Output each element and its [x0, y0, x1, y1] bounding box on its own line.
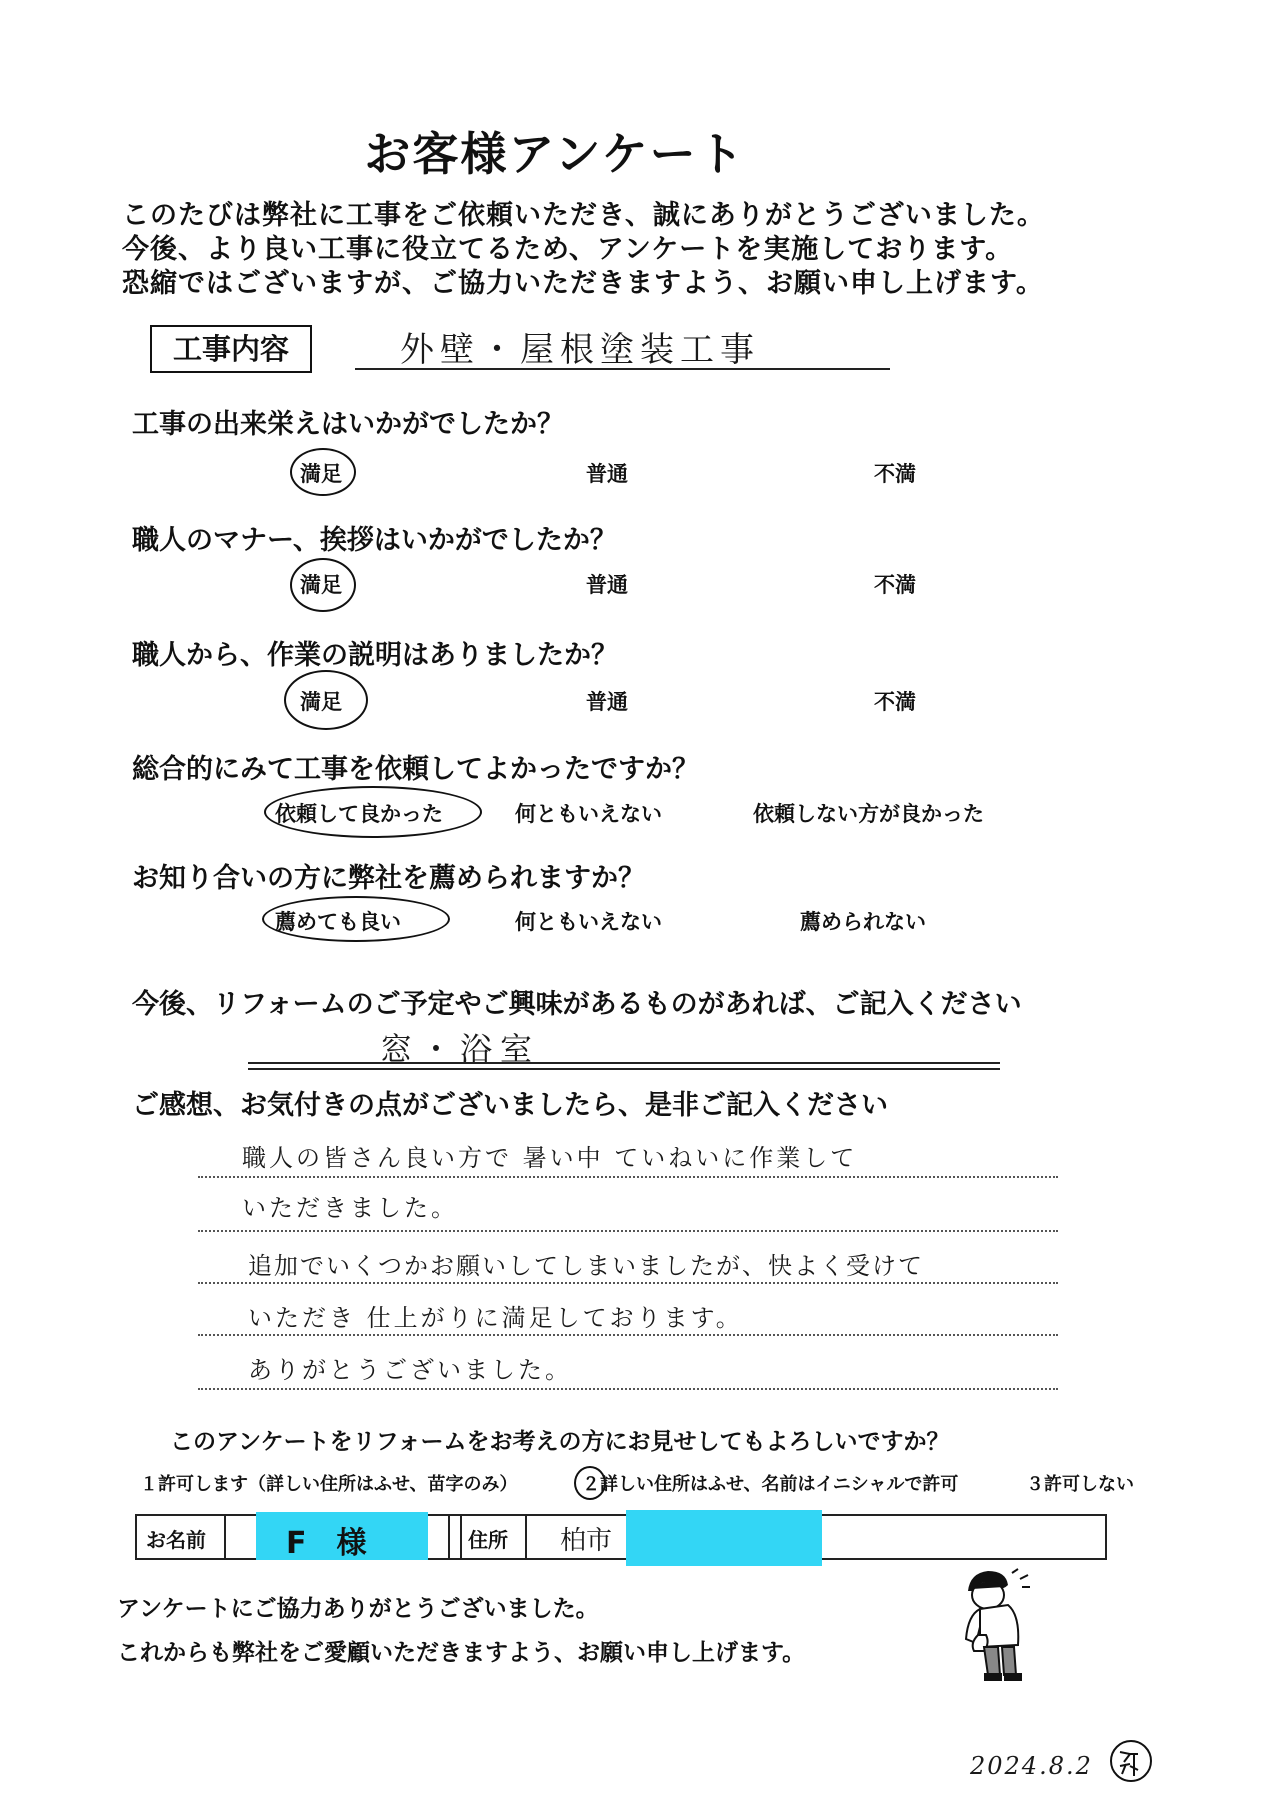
q1-option-2[interactable]: 普通: [586, 462, 628, 486]
thanks-line-2: これからも弊社をご愛顧いただきますよう、お願い申し上げます。: [117, 1640, 806, 1666]
comment-rule-2: [198, 1230, 1058, 1232]
comment-line-3: 追加でいくつかお願いしてしまいましたが、快よく受けて: [248, 1252, 924, 1280]
q3-option-1[interactable]: 満足: [300, 690, 342, 714]
comment-rule-1: [198, 1176, 1058, 1178]
comment-rule-4: [198, 1334, 1058, 1336]
comment-line-2: いただきました。: [242, 1194, 458, 1222]
comment-rule-5: [198, 1388, 1058, 1390]
question-1: 工事の出来栄えはいかがでしたか？: [132, 409, 564, 440]
q4-option-2[interactable]: 何ともいえない: [515, 802, 662, 826]
page-title: お客様アンケート: [364, 127, 746, 181]
work-underline: [355, 368, 890, 370]
q2-option-1[interactable]: 満足: [300, 573, 342, 597]
address-label: 住所: [468, 1528, 508, 1552]
name-value-divider: [448, 1514, 450, 1558]
q5-option-2[interactable]: 何ともいえない: [515, 910, 662, 934]
intro-line-1: このたびは弊社に工事をご依頼いただき、誠にありがとうございました。: [122, 200, 1045, 231]
thanks-line-1: アンケートにご協力ありがとうございました。: [117, 1596, 599, 1622]
question-3: 職人から、作業の説明はありましたか？: [132, 640, 618, 671]
address-left-divider: [460, 1514, 462, 1558]
permission-option-3[interactable]: ３許可しない: [1026, 1474, 1134, 1495]
q4-option-3[interactable]: 依頼しない方が良かった: [753, 802, 984, 826]
comment-line-4: いただき 仕上がりに満足しております。: [248, 1304, 743, 1332]
received-stamp: [1108, 1738, 1154, 1784]
q3-option-2[interactable]: 普通: [586, 690, 628, 714]
intro-line-3: 恐縮ではございますが、ご協力いただきますよう、お願い申し上げます。: [122, 268, 1044, 299]
q1-option-1[interactable]: 満足: [300, 462, 342, 486]
address-redaction: [626, 1510, 822, 1566]
permission-question: このアンケートをリフォームをお考えの方にお見せしてもよろしいですか？: [170, 1429, 950, 1455]
q2-option-3[interactable]: 不満: [874, 573, 916, 597]
q5-option-1[interactable]: 薦めても良い: [275, 910, 401, 934]
name-label: お名前: [146, 1528, 206, 1552]
comments-question: ご感想、お気付きの点がございましたら、是非ご記入ください: [132, 1090, 888, 1121]
name-value[interactable]: F 様: [286, 1526, 367, 1561]
q5-option-3[interactable]: 薦められない: [800, 910, 926, 934]
name-label-divider: [224, 1514, 226, 1558]
work-value[interactable]: 外壁・屋根塗装工事: [400, 330, 760, 370]
future-answer-line: [248, 1062, 1000, 1070]
future-question: 今後、リフォームのご予定やご興味があるものがあれば、ご記入ください: [132, 989, 1022, 1020]
comment-line-1: 職人の皆さん良い方で 暑い中 ていねいに作業して: [242, 1144, 858, 1172]
intro-line-2: 今後、より良い工事に役立てるため、アンケートを実施しております。: [122, 234, 1014, 265]
address-label-divider: [525, 1514, 527, 1558]
question-4: 総合的にみて工事を依頼してよかったですか？: [132, 754, 699, 785]
comment-line-5: ありがとうございました。: [248, 1356, 572, 1384]
work-label: 工事内容: [172, 332, 289, 366]
comment-rule-3: [198, 1282, 1058, 1284]
q1-option-3[interactable]: 不満: [874, 462, 916, 486]
q4-option-1[interactable]: 依頼して良かった: [275, 802, 443, 826]
q3-option-3[interactable]: 不満: [874, 690, 916, 714]
q2-option-2[interactable]: 普通: [586, 573, 628, 597]
question-5: お知り合いの方に弊社を薦められますか？: [132, 863, 645, 894]
permission-option-1[interactable]: １許可します（詳しい住所はふせ、苗字のみ）: [140, 1474, 518, 1495]
received-date: 2024.8.2: [970, 1752, 1093, 1780]
address-value[interactable]: 柏市: [560, 1526, 613, 1556]
permission-option-2[interactable]: ２詳しい住所はふせ、名前はイニシャルで許可: [582, 1474, 959, 1495]
bowing-staff-illustration: [950, 1565, 1060, 1685]
question-2: 職人のマナー、挨拶はいかがでしたか？: [132, 525, 617, 556]
future-answer[interactable]: 窓・浴室: [380, 1030, 541, 1068]
